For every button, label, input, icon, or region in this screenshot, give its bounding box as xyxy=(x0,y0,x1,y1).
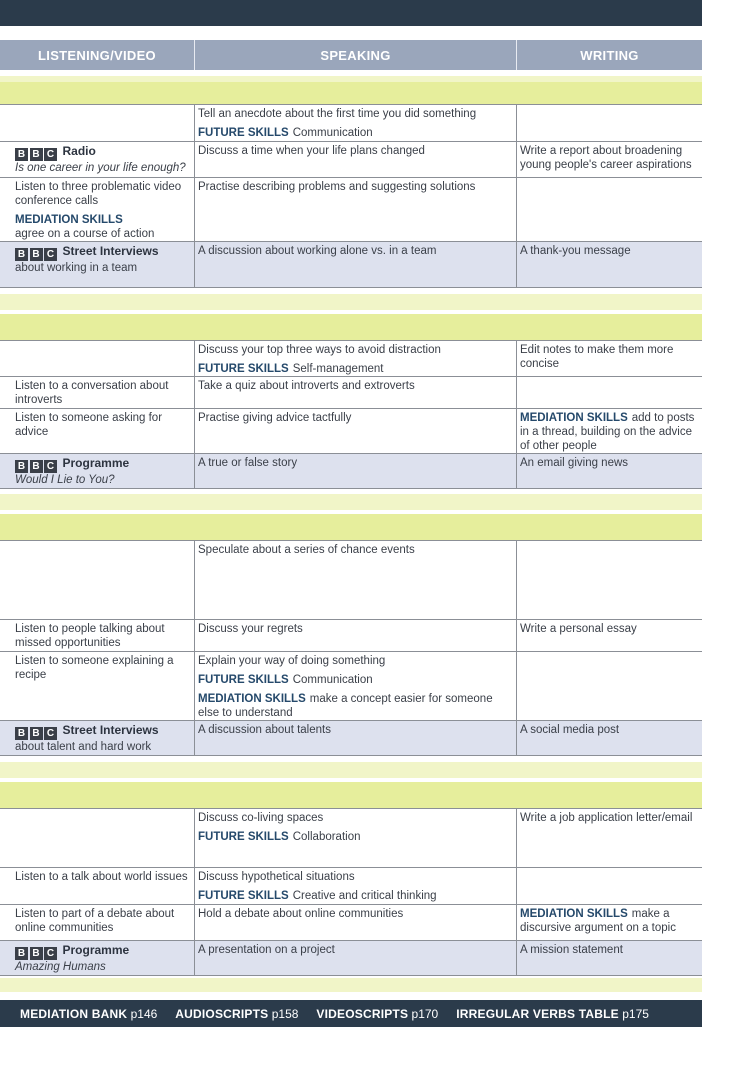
speaking-cell: A true or false story xyxy=(195,454,517,488)
unit-4-section xyxy=(0,808,702,976)
future-skills-text: Creative and critical thinking xyxy=(292,890,437,902)
media-subtitle: about working in a team xyxy=(15,262,138,274)
unit-band xyxy=(0,314,702,340)
media-subtitle: Would I Lie to You? xyxy=(15,474,115,486)
divider-band xyxy=(0,494,702,510)
writing-cell: A mission statement xyxy=(520,944,623,956)
media-title: Programme xyxy=(62,456,130,470)
writing-cell xyxy=(517,105,702,141)
footer-link-mediation-bank[interactable]: MEDIATION BANK p146 xyxy=(20,1006,158,1021)
listening-cell xyxy=(0,809,195,867)
mediation-skills-label: MEDIATION SKILLS xyxy=(198,693,306,705)
table-row xyxy=(0,720,702,756)
writing-cell: An email giving news xyxy=(520,457,629,469)
writing-cell xyxy=(517,905,702,940)
table-row xyxy=(0,177,702,241)
bbc-logo: B B C xyxy=(15,947,59,960)
top-bar xyxy=(0,0,702,26)
table-row xyxy=(0,104,702,141)
table-row xyxy=(0,453,702,489)
mediation-skills-label: MEDIATION SKILLS xyxy=(520,412,628,424)
table-row xyxy=(0,808,702,867)
mediation-skills-text: make a discursive argument on a topic xyxy=(520,908,676,934)
writing-cell: Edit notes to make them more concise xyxy=(520,344,674,370)
future-skills-text: Collaboration xyxy=(292,831,361,843)
table-row xyxy=(0,540,702,619)
speaking-cell: Practise describing problems and suggesting solutions xyxy=(195,178,517,241)
writing-cell: Write a personal essay xyxy=(520,623,637,635)
table-row xyxy=(0,940,702,976)
listening-cell xyxy=(0,541,195,619)
listening-cell xyxy=(0,941,195,975)
writing-cell: A thank-you message xyxy=(520,245,631,257)
listening-cell: Listen to people talking about missed opportunities xyxy=(0,620,195,651)
table-row xyxy=(0,651,702,720)
bbc-logo: B B C xyxy=(15,460,59,473)
speaking-cell: Take a quiz about introverts and extroverts xyxy=(195,377,517,408)
bbc-logo: B B C xyxy=(15,148,59,161)
table-row xyxy=(0,241,702,288)
unit-2-section xyxy=(0,340,702,489)
speaking-text: Tell an anecdote about the first time you did something xyxy=(198,108,477,120)
listening-cell xyxy=(0,142,195,177)
writing-cell: A social media post xyxy=(520,724,620,736)
future-skills-label: FUTURE SKILLS xyxy=(198,127,289,139)
footer-links xyxy=(0,1000,702,1027)
divider-band xyxy=(0,762,702,778)
speaking-cell: Hold a debate about online communities xyxy=(195,905,517,940)
header-listening: LISTENING/VIDEO xyxy=(0,40,195,70)
listening-cell xyxy=(0,105,195,141)
future-skills-text: Communication xyxy=(292,674,373,686)
unit-1-section xyxy=(0,104,702,288)
listening-cell xyxy=(0,178,195,241)
speaking-text: Explain your way of doing something xyxy=(198,655,386,667)
table-row xyxy=(0,904,702,940)
listening-cell xyxy=(0,341,195,376)
media-subtitle: Is one career in your life enough? xyxy=(15,162,186,174)
speaking-cell xyxy=(195,105,517,141)
table-row xyxy=(0,867,702,904)
listening-cell: Listen to part of a debate about online communities xyxy=(0,905,195,940)
future-skills-label: FUTURE SKILLS xyxy=(198,674,289,686)
future-skills-label: FUTURE SKILLS xyxy=(198,831,289,843)
listening-cell xyxy=(0,454,195,488)
mediation-skills-text: agree on a course of action xyxy=(15,228,155,240)
future-skills-label: FUTURE SKILLS xyxy=(198,890,289,902)
speaking-cell: Practise giving advice tactfully xyxy=(195,409,517,453)
media-title: Radio xyxy=(62,144,96,158)
media-title: Street Interviews xyxy=(62,244,159,258)
speaking-cell: A presentation on a project xyxy=(195,941,517,975)
speaking-cell: Speculate about a series of chance events xyxy=(195,541,517,619)
listening-cell xyxy=(0,242,195,287)
speaking-cell: A discussion about talents xyxy=(195,721,517,755)
writing-cell xyxy=(517,541,702,619)
unit-3-section xyxy=(0,540,702,756)
table-row xyxy=(0,340,702,376)
divider-band xyxy=(0,294,702,310)
listening-cell xyxy=(0,721,195,755)
footer-link-irregular-verbs[interactable]: IRREGULAR VERBS TABLE p175 xyxy=(456,1006,649,1021)
table-row xyxy=(0,376,702,408)
media-title: Street Interviews xyxy=(62,723,159,737)
header-speaking: SPEAKING xyxy=(195,40,517,70)
writing-cell: Write a report about broadening young people's career aspirations xyxy=(520,145,692,171)
speaking-cell xyxy=(195,341,517,376)
speaking-cell: Discuss your regrets xyxy=(195,620,517,651)
future-skills-text: Communication xyxy=(292,127,373,139)
footer-link-videoscripts[interactable]: VIDEOSCRIPTS p170 xyxy=(316,1006,439,1021)
mediation-skills-text: make a concept easier for someone else to understand xyxy=(198,693,493,719)
header-writing: WRITING xyxy=(580,47,639,63)
listening-text: Listen to three problematic video conference calls xyxy=(15,181,182,207)
divider-band xyxy=(0,978,702,992)
unit-band xyxy=(0,82,702,104)
bbc-logo: B B C xyxy=(15,727,59,740)
speaking-cell xyxy=(195,652,517,720)
listening-cell: Listen to a conversation about introverts xyxy=(0,377,195,408)
future-skills-label: FUTURE SKILLS xyxy=(198,363,289,375)
table-row xyxy=(0,141,702,177)
media-subtitle: Amazing Humans xyxy=(15,961,106,973)
speaking-cell: Discuss a time when your life plans changed xyxy=(195,142,517,177)
mediation-skills-text: add to posts in a thread, building on the advice of other people xyxy=(520,412,695,452)
writing-cell xyxy=(517,409,702,453)
mediation-skills-label: MEDIATION SKILLS xyxy=(520,908,628,920)
unit-band xyxy=(0,782,702,808)
table-header xyxy=(0,40,702,70)
speaking-text: Discuss your top three ways to avoid distraction xyxy=(198,344,441,356)
listening-cell: Listen to someone asking for advice xyxy=(0,409,195,453)
listening-cell: Listen to a talk about world issues xyxy=(0,868,195,904)
writing-cell: Write a job application letter/email xyxy=(520,812,693,824)
bbc-logo: B B C xyxy=(15,248,59,261)
table-row xyxy=(0,408,702,453)
speaking-text: Discuss hypothetical situations xyxy=(198,871,355,883)
media-title: Programme xyxy=(62,943,130,957)
media-subtitle: about talent and hard work xyxy=(15,741,152,753)
speaking-cell: A discussion about working alone vs. in a team xyxy=(195,242,517,287)
writing-cell xyxy=(517,377,702,408)
speaking-cell xyxy=(195,868,517,904)
unit-band xyxy=(0,514,702,540)
table-row xyxy=(0,619,702,651)
listening-cell: Listen to someone explaining a recipe xyxy=(0,652,195,720)
mediation-skills-label: MEDIATION SKILLS xyxy=(15,214,123,226)
writing-cell xyxy=(517,868,702,904)
writing-cell xyxy=(517,652,702,720)
speaking-text: Discuss co-living spaces xyxy=(198,812,324,824)
speaking-cell xyxy=(195,809,517,867)
footer-link-audioscripts[interactable]: AUDIOSCRIPTS p158 xyxy=(175,1006,299,1021)
writing-cell xyxy=(517,178,702,241)
future-skills-text: Self-management xyxy=(292,363,384,375)
